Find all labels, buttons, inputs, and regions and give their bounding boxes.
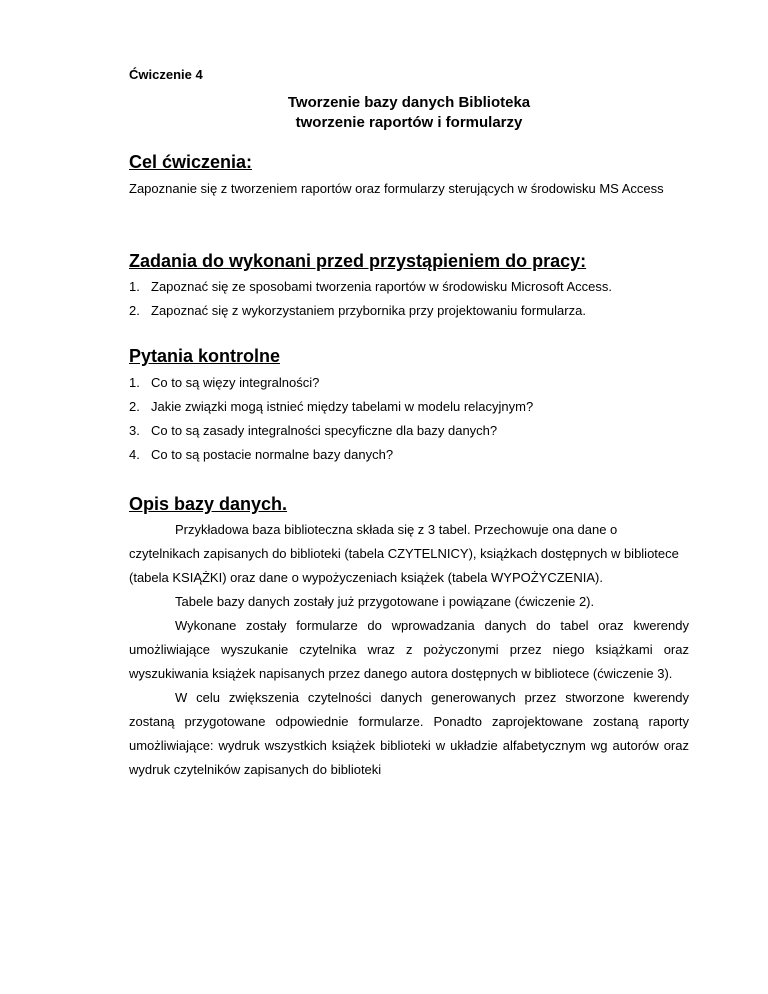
goal-text: Zapoznanie się z tworzeniem raportów oraz formularzy sterujących w środowisku MS Access <box>129 181 664 196</box>
title-line-2: tworzenie raportów i formularzy <box>295 114 523 131</box>
list-item <box>129 395 689 419</box>
description-heading: Opis bazy danych. <box>129 494 288 514</box>
list-item-text: Co to są więzy integralności? <box>151 375 320 390</box>
list-item-number: 1. <box>129 279 140 294</box>
goal-heading: Cel ćwiczenia: <box>129 152 253 172</box>
list-item-number: 3. <box>129 423 140 438</box>
description-paragraph: Tabele bazy danych zostały już przygotowane i powiązane (ćwiczenie 2). <box>175 594 595 609</box>
questions-heading: Pytania kontrolne <box>129 346 281 366</box>
description-paragraph: W celu zwiększenia czytelności danych generowanych przez stworzone kwerendy zostaną przygotowane odpowiednie formularze. Ponadto zaprojektowane zostaną raporty umożliwiające: wydruk wszystkich książek biblioteki w układzie alfabetycznym wg autorów oraz wydruk czytelników zapisanych do biblioteki <box>129 690 689 777</box>
list-item <box>129 419 689 443</box>
exercise-label: Ćwiczenie 4 <box>129 67 203 82</box>
tasks-heading: Zadania do wykonani przed przystąpieniem do pracy: <box>129 251 587 271</box>
list-item-number: 2. <box>129 303 140 318</box>
list-item-number: 1. <box>129 375 140 390</box>
document-title <box>129 93 689 133</box>
list-item-text: Zapoznać się ze sposobami tworzenia raportów w środowisku Microsoft Access. <box>151 279 612 294</box>
title-line-1: Tworzenie bazy danych Biblioteka <box>287 94 531 111</box>
list-item <box>129 371 689 395</box>
list-item <box>129 275 689 299</box>
list-item-text: Zapoznać się z wykorzystaniem przybornika przy projektowaniu formularza. <box>151 303 586 318</box>
description-paragraph: Przykładowa baza biblioteczna składa się z 3 tabel. Przechowuje ona dane o czytelnikach zapisanych do biblioteki (tabela CZYTELNICY), książkach dostępnych w bibliotece (tabela KSIĄŻKI) oraz dane o wypożyczeniach książek (tabela WYPOŻYCZENIA). <box>129 522 679 585</box>
list-item-text: Jakie związki mogą istnieć między tabelami w modelu relacyjnym? <box>151 399 534 414</box>
list-item-number: 4. <box>129 447 140 462</box>
list-item <box>129 299 689 323</box>
questions-list <box>129 371 689 467</box>
list-item-text: Co to są zasady integralności specyficzne dla bazy danych? <box>151 423 498 438</box>
tasks-list <box>129 275 689 323</box>
description-paragraph: Wykonane zostały formularze do wprowadzania danych do tabel oraz kwerendy umożliwiające wyszukanie czytelnika wraz z pożyczonymi przez niego książkami oraz wyszukiwania książek napisanych przez danego autora dostępnych w bibliotece (ćwiczenie 3). <box>129 618 689 681</box>
list-item-number: 2. <box>129 399 140 414</box>
description-body <box>129 518 689 782</box>
list-item-text: Co to są postacie normalne bazy danych? <box>151 447 394 462</box>
list-item <box>129 443 689 467</box>
